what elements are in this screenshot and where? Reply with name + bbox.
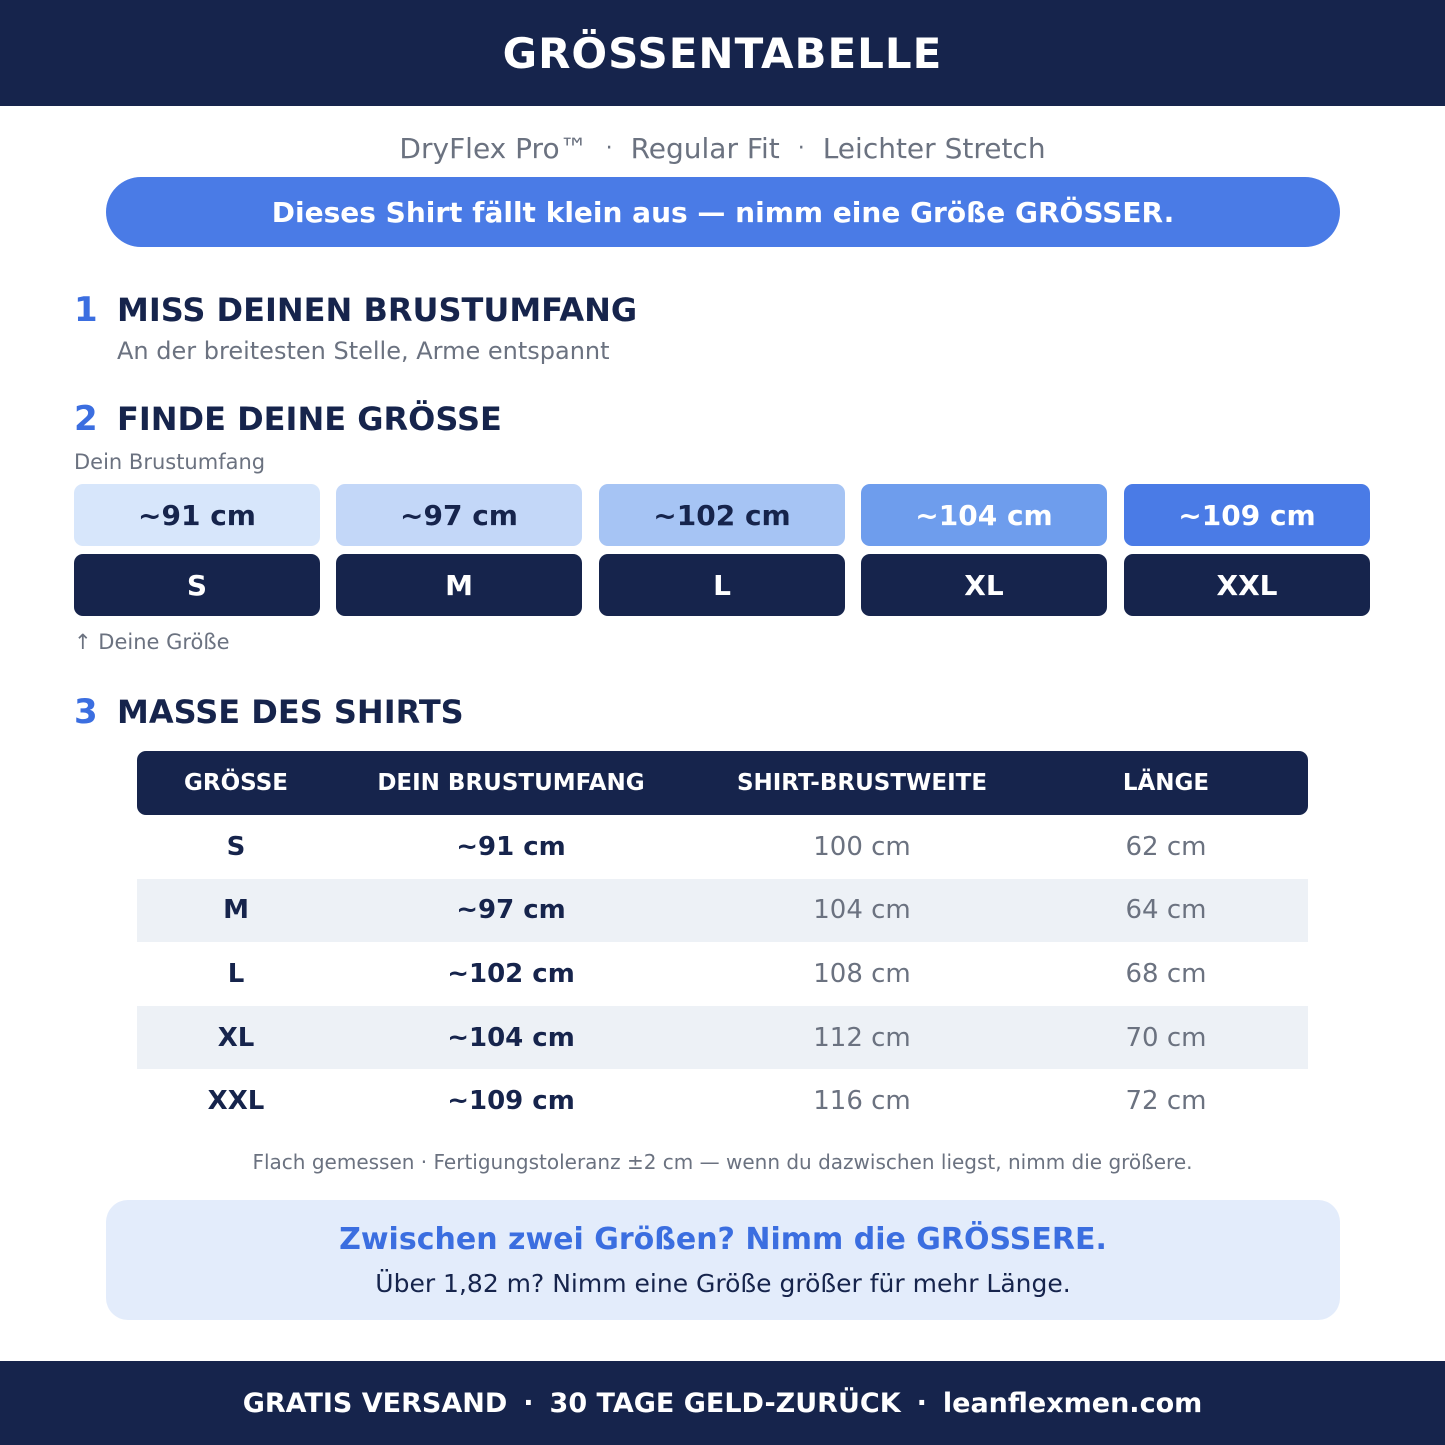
tip-title: Zwischen zwei Größen? Nimm die GRÖSSERE. bbox=[339, 1222, 1107, 1257]
product-subtitle bbox=[0, 128, 1445, 168]
measurement-footnote: Flach gemessen · Fertigungstoleranz ±2 cm — wenn du dazwischen liegst, nimm die größere. bbox=[252, 1150, 1193, 1174]
sizing-tip-box bbox=[106, 1200, 1340, 1320]
size-pill-m: M bbox=[336, 554, 582, 616]
subtitle-item-product: DryFlex Pro™ bbox=[399, 131, 588, 165]
cell-size: XL bbox=[217, 1022, 255, 1053]
column-header-length: LÄNGE bbox=[1122, 770, 1210, 796]
measure-pill: ~109 cm bbox=[1124, 484, 1370, 546]
size-pill-xl: XL bbox=[861, 554, 1107, 616]
subtitle-separator: · bbox=[797, 135, 805, 161]
footer-money-back: 30 TAGE GELD-ZURÜCK bbox=[549, 1387, 901, 1419]
cell-chest: ~102 cm bbox=[447, 958, 575, 989]
footer-free-shipping: GRATIS VERSAND bbox=[242, 1387, 508, 1419]
cell-length: 64 cm bbox=[1125, 895, 1207, 926]
measure-pill: ~91 cm bbox=[74, 484, 320, 546]
column-header-size: GRÖSSE bbox=[184, 770, 288, 796]
step-number: 2 bbox=[74, 399, 98, 439]
size-pill-s: S bbox=[74, 554, 320, 616]
page-title: GRÖSSENTABELLE bbox=[502, 28, 943, 78]
footer-separator: · bbox=[523, 1387, 534, 1419]
header bbox=[0, 0, 1445, 106]
subtitle-item-fit: Regular Fit bbox=[630, 131, 780, 165]
step-number: 1 bbox=[74, 290, 98, 330]
cell-size: S bbox=[226, 831, 246, 862]
size-table bbox=[137, 751, 1308, 1133]
measure-pill: ~102 cm bbox=[599, 484, 845, 546]
cell-shirt-width: 108 cm bbox=[813, 958, 911, 989]
your-size-hint: ↑ Deine Größe bbox=[74, 630, 230, 654]
cell-shirt-width: 104 cm bbox=[813, 895, 911, 926]
subtitle-item-stretch: Leichter Stretch bbox=[822, 131, 1046, 165]
cell-length: 70 cm bbox=[1125, 1022, 1207, 1053]
step-1-subtitle: An der breitesten Stelle, Arme entspannt bbox=[117, 337, 610, 365]
step-3-heading bbox=[74, 692, 464, 732]
size-pill-l: L bbox=[599, 554, 845, 616]
step-title: FINDE DEINE GRÖSSE bbox=[117, 400, 502, 438]
size-pill-xxl: XXL bbox=[1124, 554, 1370, 616]
column-header-shirt-width: SHIRT-BRUSTWEITE bbox=[736, 770, 988, 796]
cell-shirt-width: 116 cm bbox=[813, 1086, 911, 1117]
measure-pill: ~97 cm bbox=[336, 484, 582, 546]
tip-subtitle: Über 1,82 m? Nimm eine Größe größer für mehr Länge. bbox=[375, 1269, 1071, 1298]
step-2-heading bbox=[74, 399, 502, 439]
banner-text: Dieses Shirt fällt klein aus — nimm eine Größe GRÖSSER. bbox=[271, 195, 1175, 229]
table-row bbox=[137, 879, 1308, 943]
cell-chest: ~97 cm bbox=[456, 895, 566, 926]
table-header bbox=[137, 751, 1308, 815]
table-row bbox=[137, 942, 1308, 1006]
cell-size: XXL bbox=[207, 1086, 265, 1117]
subtitle-separator: · bbox=[605, 135, 613, 161]
step-title: MASSE DES SHIRTS bbox=[117, 693, 464, 731]
cell-chest: ~109 cm bbox=[447, 1086, 575, 1117]
footer-separator: · bbox=[916, 1387, 927, 1419]
footer bbox=[0, 1361, 1445, 1445]
chest-label: Dein Brustumfang bbox=[74, 450, 266, 474]
cell-length: 68 cm bbox=[1125, 958, 1207, 989]
column-header-chest: DEIN BRUSTUMFANG bbox=[377, 770, 645, 796]
cell-length: 72 cm bbox=[1125, 1086, 1207, 1117]
cell-chest: ~91 cm bbox=[456, 831, 566, 862]
measure-pill: ~104 cm bbox=[861, 484, 1107, 546]
table-row bbox=[137, 1069, 1308, 1133]
footer-website-link[interactable]: leanflexmen.com bbox=[942, 1387, 1203, 1419]
cell-chest: ~104 cm bbox=[447, 1022, 575, 1053]
cell-size: L bbox=[227, 958, 245, 989]
cell-length: 62 cm bbox=[1125, 831, 1207, 862]
table-row bbox=[137, 1006, 1308, 1070]
cell-size: M bbox=[223, 895, 249, 926]
step-number: 3 bbox=[74, 692, 98, 732]
size-warning-banner bbox=[106, 177, 1340, 247]
step-1-heading bbox=[74, 290, 637, 330]
cell-shirt-width: 112 cm bbox=[813, 1022, 911, 1053]
table-row bbox=[137, 815, 1308, 879]
step-title: MISS DEINEN BRUSTUMFANG bbox=[117, 291, 638, 329]
cell-shirt-width: 100 cm bbox=[813, 831, 911, 862]
